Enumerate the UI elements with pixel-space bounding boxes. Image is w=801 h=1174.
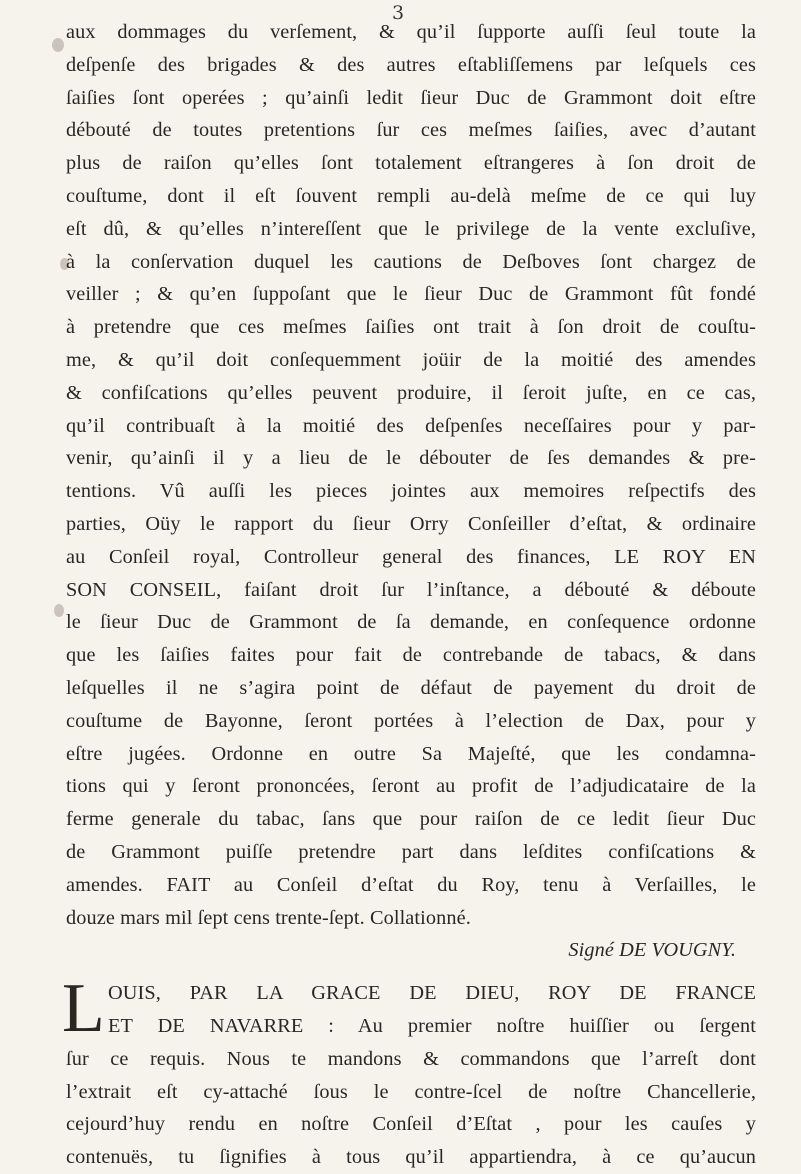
text-line: à pretendre que ces meſmes ſaiſies ont trait à ſon droit de couſtu- (66, 316, 756, 339)
text-line: couſtume, dont il eſt ſouvent rempli au-delà meſme de ce qui luy (66, 184, 756, 207)
text-line: eſt dû, & qu’elles n’intereſſent que le privilege de la vente excluſive, (66, 217, 756, 240)
text-line: qu’il contribuaſt à la moitié des deſpenſes neceſſaires pour y par- (66, 414, 756, 437)
text-line: SON CONSEIL, faiſant droit ſur l’inſtance, a débouté & déboute (66, 578, 756, 601)
decree-text (62, 16, 756, 1174)
text-line: tions qui y ſeront prononcées, ſeront au profit de l’adjudicataire de la (66, 775, 756, 798)
text-line: couſtume de Bayonne, ſeront portées à l’election de Dax, pour y (66, 709, 756, 732)
ink-blot (52, 38, 64, 52)
text-line: ferme generale du tabac, ſans que pour raiſon de ce ledit ſieur Duc (66, 808, 756, 831)
text-line: parties, Oüy le rapport du ſieur Orry Conſeiller d’eſtat, & ordinaire (66, 512, 756, 535)
text-line: l’extrait eſt cy-attaché ſous le contre-ſcel de noſtre Chancellerie, (66, 1080, 756, 1103)
text-line: ET DE NAVARRE : Au premier noſtre huiſſier ou ſergent (108, 1014, 756, 1037)
text-line: ſaiſies ſont operées ; qu’ainſi ledit ſieur Duc de Grammont doit eſtre (66, 86, 756, 109)
text-line: de Grammont puiſſe pretendre part dans leſdites confiſcations & (66, 840, 756, 863)
text-line: le ſieur Duc de Grammont de ſa demande, en conſequence ordonne (66, 611, 756, 634)
text-line: eſtre jugées. Ordonne en outre Sa Majeſté, que les condamna- (66, 742, 756, 765)
text-line: débouté de toutes pretentions ſur ces meſmes ſaiſies, avec d’autant (66, 119, 756, 142)
text-line: contenuës, tu ſignifies à tous qu’il appartiendra, à ce qu’aucun (66, 1146, 756, 1169)
text-line: à la conſervation duquel les cautions de Deſboves ſont chargez de (66, 250, 756, 273)
drop-cap: L (62, 970, 105, 1048)
text-line: ſur ce requis. Nous te mandons & commandons que l’arreſt dont (66, 1047, 756, 1070)
text-line: tentions. Vû auſſi les pieces jointes aux memoires reſpectifs des (66, 480, 756, 503)
text-line: au Conſeil royal, Controlleur general des finances, LE ROY EN (66, 545, 756, 568)
text-line: aux dommages du verſement, & qu’il ſupporte auſſi ſeul toute la (66, 21, 756, 43)
letters-patent (62, 970, 756, 1174)
text-line: venir, qu’ainſi il y a lieu de le débouter de ſes demandes & pre- (66, 447, 756, 470)
ink-blot (54, 604, 64, 617)
text-line: douze mars mil ſept cens trente-ſept. Collationné. (66, 906, 471, 929)
text-line: plus de raiſon qu’elles ſont totalement eſtrangeres à ſon droit de (66, 152, 756, 175)
text-line: amendes. FAIT au Conſeil d’eſtat du Roy, tenu à Verſailles, le (66, 873, 756, 896)
text-line: deſpenſe des brigades & des autres eſtabliſſemens par leſquels ces (66, 53, 756, 76)
text-line: cejourd’huy rendu en noſtre Conſeil d’Eſtat , pour les cauſes y (66, 1113, 756, 1136)
text-line: que les ſaiſies faites pour fait de contrebande de tabacs, & dans (66, 644, 756, 667)
page-number: 3 (392, 2, 405, 24)
text-line: OUIS, PAR LA GRACE DE DIEU, ROY DE FRANCE (108, 982, 756, 1005)
text-line: & confiſcations qu’elles peuvent produire, il ſeroit juſte, en ce cas, (66, 381, 756, 404)
text-line: leſquelles il ne s’agira point de défaut de payement du droit de (66, 676, 756, 699)
text-line: me, & qu’il doit conſequemment joüir de la moitié des amendes (66, 348, 756, 371)
text-line: veiller ; & qu’en ſuppoſant que le ſieur Duc de Grammont fût fondé (66, 283, 756, 306)
signature: Signé DE VOUGNY. (568, 939, 736, 962)
